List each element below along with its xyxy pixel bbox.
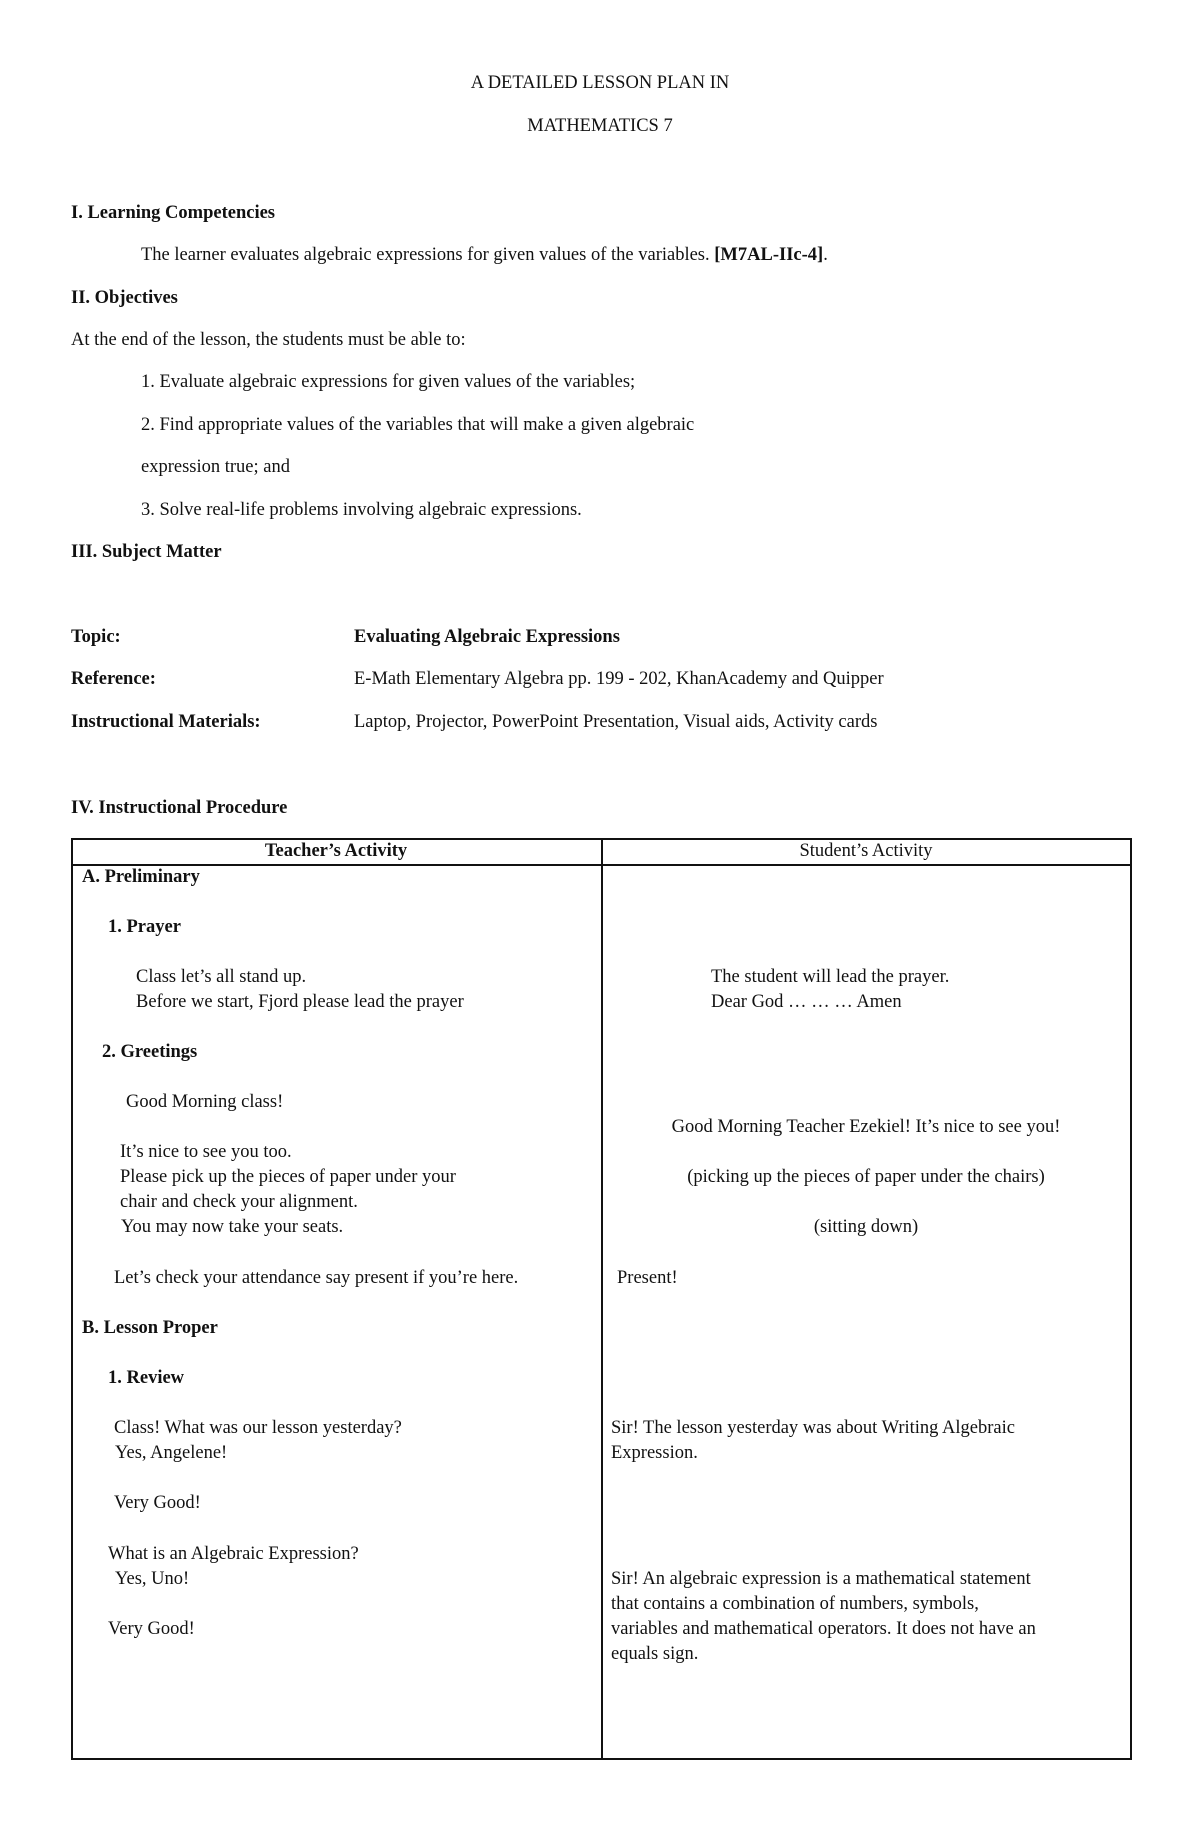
competency-code: [M7AL-IIc-4]	[714, 245, 824, 265]
preliminary-heading: A. Preliminary	[82, 867, 200, 887]
reference-value: E-Math Elementary Algebra pp. 199 - 202, KhanAcademy and Quipper	[354, 669, 884, 689]
table-column-divider	[601, 840, 603, 1758]
teacher-review-line-6: Very Good!	[108, 1619, 195, 1639]
subject-matter-heading: III. Subject Matter	[71, 542, 222, 562]
teacher-review-line-4: What is an Algebraic Expression?	[108, 1544, 359, 1564]
teacher-greeting-line-5: You may now take your seats.	[121, 1217, 344, 1237]
topic-label: Topic:	[71, 627, 121, 647]
teacher-prayer-line-1: Class let’s all stand up.	[136, 967, 307, 987]
student-prayer-line-2: Dear God … … … Amen	[711, 992, 902, 1012]
procedure-heading: IV. Instructional Procedure	[71, 798, 288, 818]
materials-label: Instructional Materials:	[71, 712, 261, 732]
objective-item-3: 3. Solve real-life problems involving algebraic expressions.	[141, 500, 582, 520]
competency-statement: The learner evaluates algebraic expressions for given values of the variables.	[141, 245, 710, 265]
student-review-line-1: Sir! The lesson yesterday was about Writing Algebraic	[611, 1418, 1015, 1438]
student-attendance: Present!	[617, 1268, 678, 1288]
student-prayer-line-1: The student will lead the prayer.	[711, 967, 950, 987]
teacher-greeting-line-3: Please pick up the pieces of paper under your	[120, 1167, 456, 1187]
competency-period: .	[823, 245, 828, 265]
teacher-review-line-1: Class! What was our lesson yesterday?	[114, 1418, 402, 1438]
objective-item-2: 2. Find appropriate values of the variables that will make a given algebraic	[141, 415, 695, 435]
teacher-greeting-line-2: It’s nice to see you too.	[120, 1142, 292, 1162]
greetings-heading: 2. Greetings	[102, 1042, 198, 1062]
student-greeting-line-1: Good Morning Teacher Ezekiel! It’s nice to see you!	[671, 1117, 1061, 1137]
document-title-line-2: MATHEMATICS 7	[527, 116, 673, 136]
student-review-line-2: Expression.	[611, 1443, 698, 1463]
teacher-greeting-line-4: chair and check your alignment.	[120, 1192, 358, 1212]
teacher-review-line-3: Very Good!	[114, 1493, 201, 1513]
teacher-review-line-2: Yes, Angelene!	[115, 1443, 228, 1463]
competencies-text	[141, 246, 828, 265]
teacher-prayer-line-2: Before we start, Fjord please lead the prayer	[136, 992, 464, 1012]
reference-label: Reference:	[71, 669, 156, 689]
document-title-line-1: A DETAILED LESSON PLAN IN	[470, 73, 730, 93]
objectives-intro: At the end of the lesson, the students must be able to:	[71, 330, 466, 350]
student-review-line-6: equals sign.	[611, 1644, 699, 1664]
student-review-line-4: that contains a combination of numbers, symbols,	[611, 1594, 979, 1614]
objectives-heading: II. Objectives	[71, 288, 178, 308]
lesson-proper-heading: B. Lesson Proper	[82, 1318, 218, 1338]
topic-value: Evaluating Algebraic Expressions	[354, 627, 620, 647]
objective-item-1: 1. Evaluate algebraic expressions for given values of the variables;	[141, 372, 636, 392]
review-heading: 1. Review	[108, 1368, 185, 1388]
teacher-greeting-line-1: Good Morning class!	[126, 1092, 284, 1112]
student-greeting-line-3: (sitting down)	[813, 1217, 919, 1237]
student-greeting-line-2: (picking up the pieces of paper under the chairs)	[687, 1167, 1045, 1187]
teacher-activity-header: Teacher’s Activity	[264, 841, 408, 861]
student-activity-header: Student’s Activity	[799, 841, 933, 861]
teacher-attendance: Let’s check your attendance say present if you’re here.	[114, 1268, 519, 1288]
objective-item-2-continued: expression true; and	[141, 457, 290, 477]
table-header-divider	[73, 864, 1130, 866]
student-review-line-5: variables and mathematical operators. It does not have an	[611, 1619, 1036, 1639]
competencies-heading: I. Learning Competencies	[71, 203, 275, 223]
teacher-review-line-5: Yes, Uno!	[115, 1569, 190, 1589]
materials-value: Laptop, Projector, PowerPoint Presentation, Visual aids, Activity cards	[354, 712, 878, 732]
student-review-line-3: Sir! An algebraic expression is a mathematical statement	[611, 1569, 1031, 1589]
prayer-heading: 1. Prayer	[108, 917, 181, 937]
